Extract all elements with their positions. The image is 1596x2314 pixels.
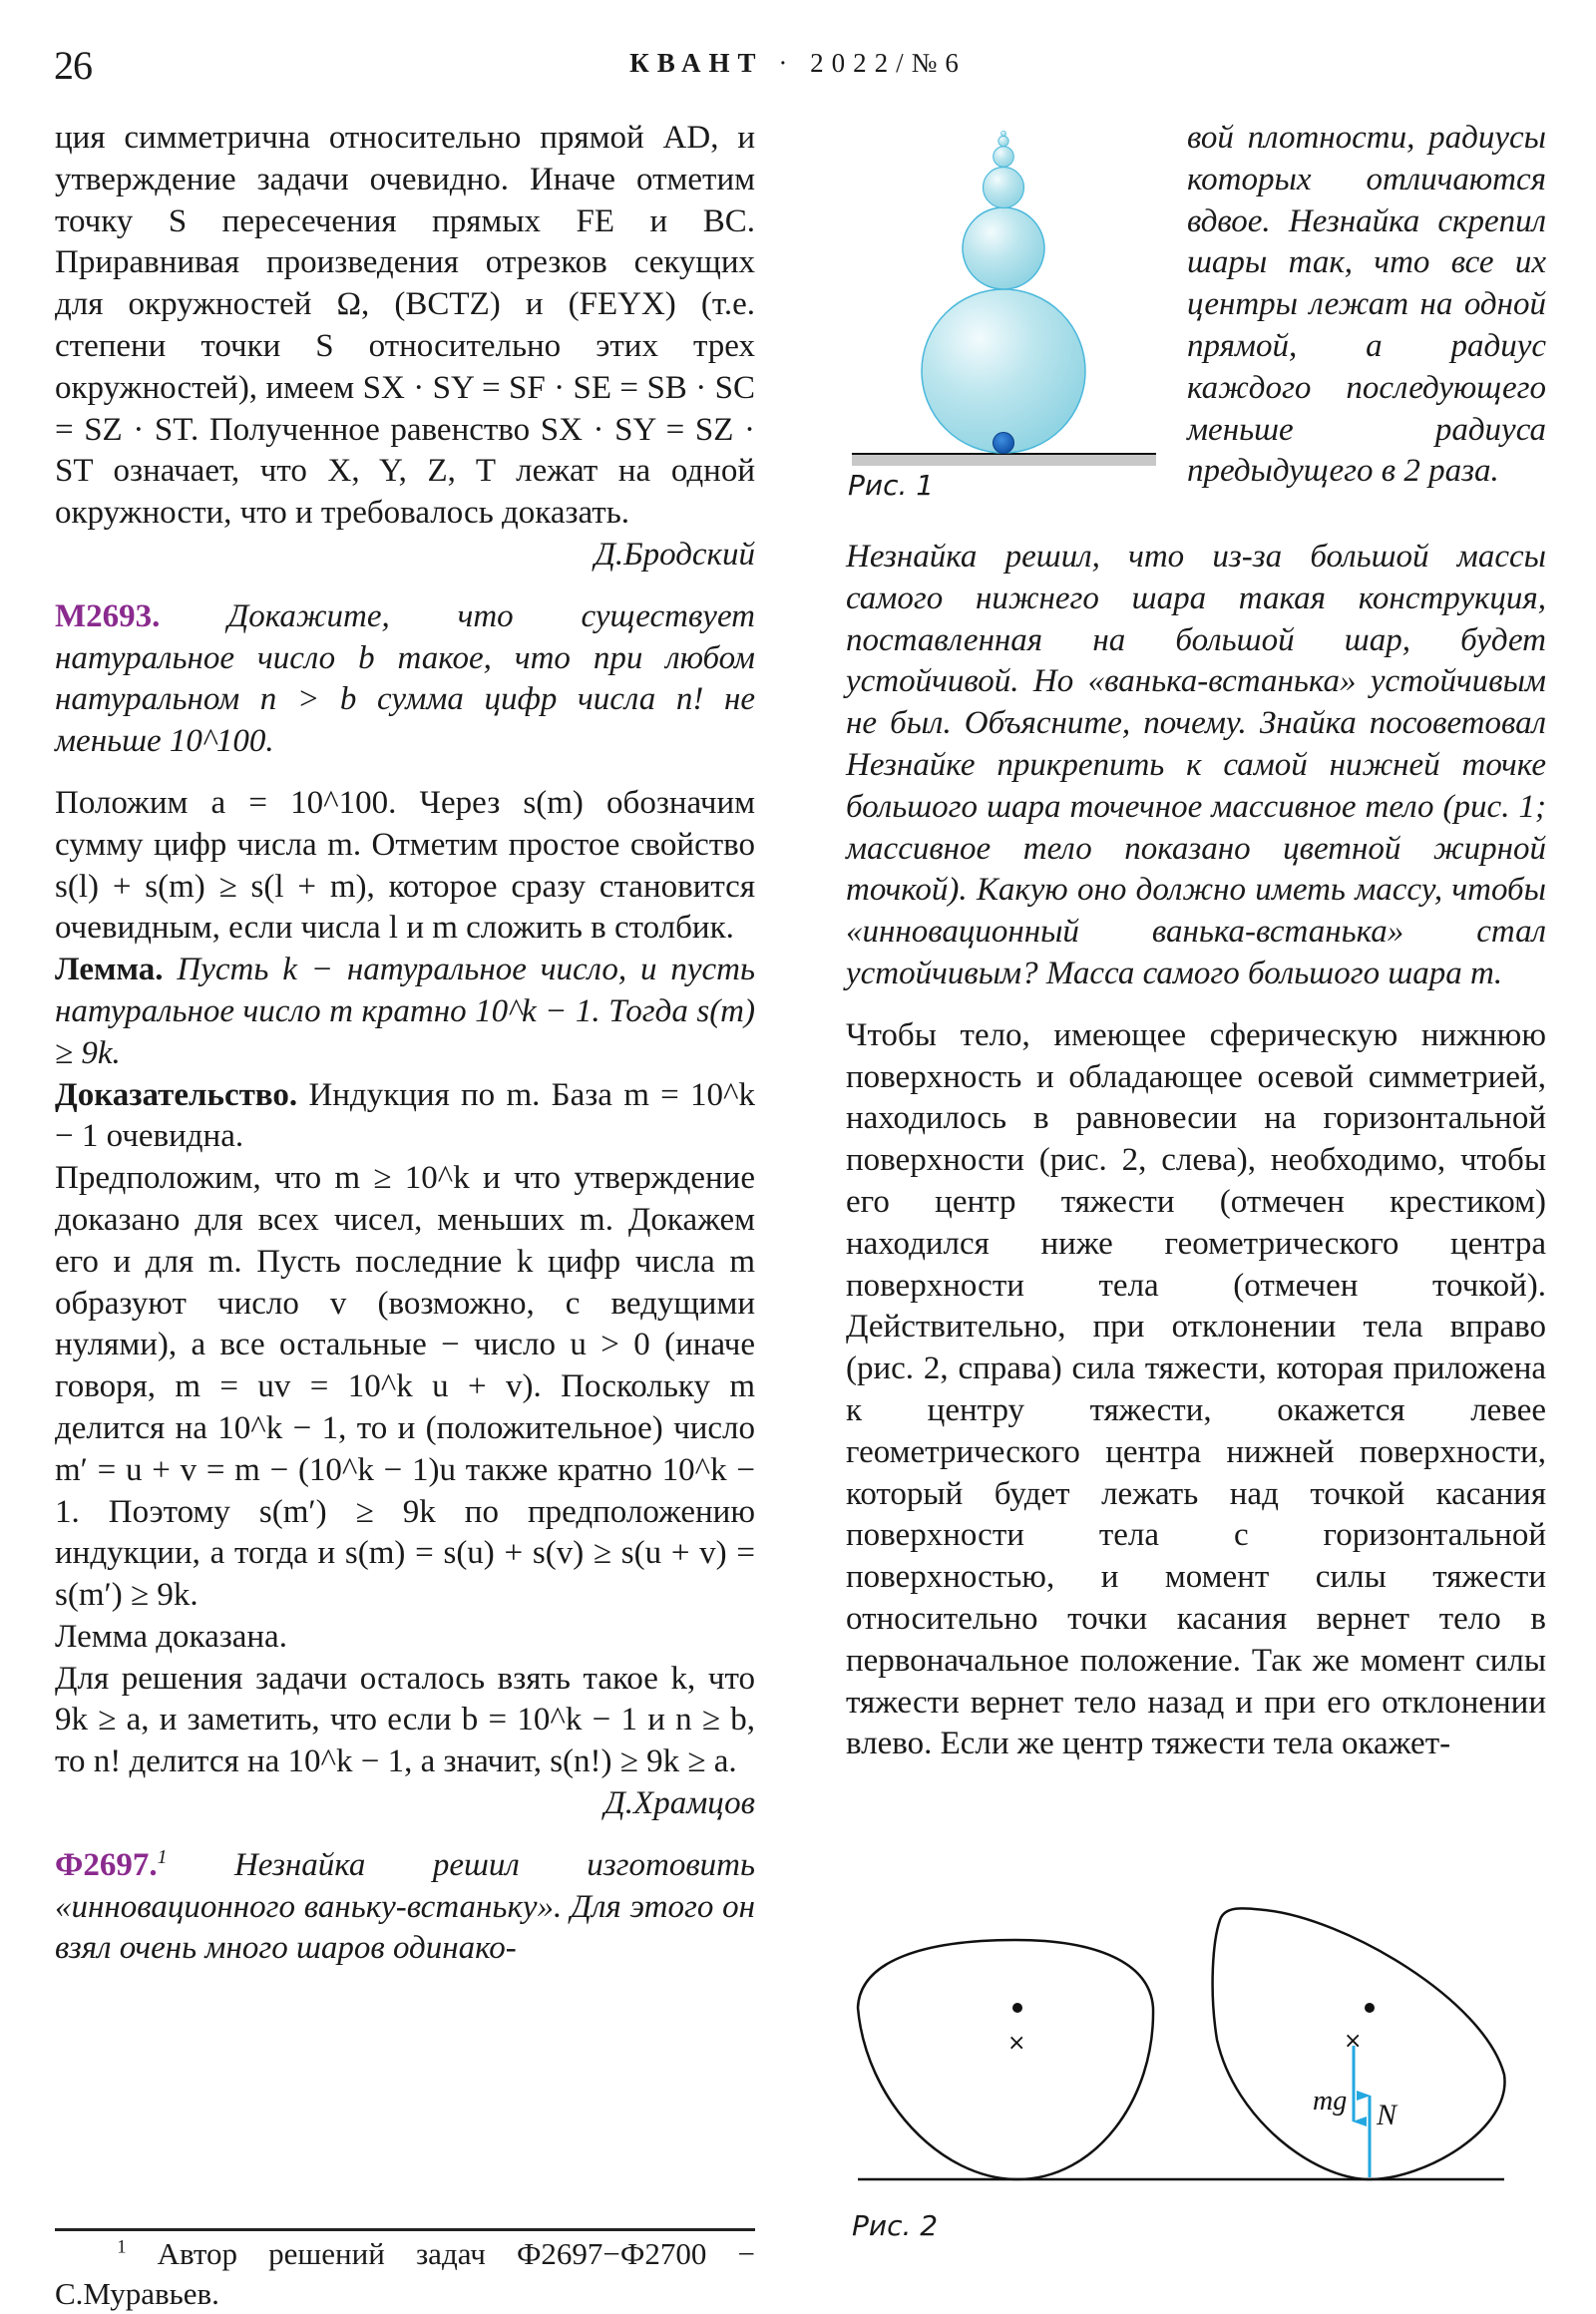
problem-statement: Незнайка решил изготовить «инновационного ваньку-встаньку». Для этого он взял очень много шаров одинако- [55, 1846, 755, 1967]
footnote-ref[interactable]: 1 [157, 1845, 168, 1868]
paragraph: Предположим, что m ≥ 10^k и что утверждение доказано для всех чисел, меньших m. Докажем его и для m. Пусть последние k цифр числа m образуют число v (возможно, с ведущими нулями), а все остальные − число u > 0 (иначе говоря, m = uv = 10^k u + v). Поскольку m делится на 10^k − 1, то и (положительное) число m′ = u + v = m − (10^k − 1)u также кратно 10^k − 1. Поэтому s(m′) ≥ 9k по предположению индукции, а тогда и s(m) = s(u) + s(v) ≥ s(u + v) = s(m′) ≥ 9k. [55, 1160, 755, 1614]
page-number: 26 [54, 43, 92, 88]
sphere-6 [1000, 131, 1005, 136]
figure-2 [846, 1900, 1546, 2242]
problem-continuation: Незнайка решил, что из-за большой массы самого нижнего шара такая конструкция, поставленная на большой шар, будет устойчивой. Но «ванька-встанька» устойчивым не был. Объясните, почему. Знайка посоветовал Незнайке прикрепить к самой нижней точке большого шара точечное массивное тело (рис. 1; массивное тело показано цветной жирной точкой). Какую оно должно иметь массу, чтобы «инновационный ванька-встанька» стал устойчивым? Масса самого большого шара m. [846, 539, 1546, 991]
left-column [55, 118, 755, 1970]
problem-label: М2693. [55, 597, 161, 634]
proof-text: Индукция по m. База m = 10^k − 1 очевидна. [55, 1076, 756, 1155]
label-n: N [1377, 2099, 1397, 2131]
right-column [846, 537, 1546, 1765]
figure-caption: Рис. 1 [848, 469, 935, 502]
lemma [55, 950, 755, 1074]
issue-number: 2022/№6 [810, 48, 967, 78]
footnote-mark: 1 [117, 2236, 127, 2258]
paragraph: Лемма доказана. [55, 1618, 287, 1655]
balance-diagram [846, 1900, 1546, 2199]
lemma-text: Пусть k − натуральное число, и пусть натуральное число m кратно 10^k − 1. Тогда s(m) ≥ 9k. [55, 952, 755, 1071]
lemma-label: Лемма. [55, 952, 164, 988]
body-upright [858, 1940, 1153, 2179]
figure-caption: Рис. 2 [852, 2209, 939, 2242]
label-mg: mg [1313, 2086, 1348, 2117]
sphere-5 [998, 136, 1008, 146]
header-separator: · [778, 48, 796, 78]
running-header [0, 48, 1596, 79]
geometric-center-dot [1365, 2003, 1375, 2013]
author-signature: Д.Бродский [594, 536, 755, 573]
sphere-1 [922, 289, 1085, 453]
paragraph: вой плотности, радиусы которых отличаются вдвое. Незнайка скрепил шары так, что все их центры лежат на одной прямой, а радиус каждого последующего меньше радиуса предыдущего в 2 раза. [1187, 120, 1546, 490]
problem-label: Ф2697. [55, 1846, 158, 1883]
problem-statement: Докажите, что существует натуральное число b такое, что при любом натуральном n > b сумма цифр числа n! не меньше 10^100. [55, 597, 755, 760]
problem-f2697 [55, 1845, 755, 1970]
footnote-divider [55, 2228, 755, 2231]
sphere-4 [994, 147, 1014, 168]
paragraph: ция симметрична относительно прямой AD, и утверждение задачи очевидно. Иначе отметим точку S пересечения прямых FE и BC. Приравнивая произведения отрезков секущих для окружностей Ω, (BCTZ) и (FEYX) (т.е. степени точки S относительно этих трех окружностей), имеем SX · SY = SF · SE = SB · SC = SZ · ST. Полученное равенство SX · SY = SZ · ST означает, что X, Y, Z, T лежат на одной окружности, что и требовалось доказать. [55, 120, 755, 532]
journal-name: КВАНТ [629, 48, 764, 78]
footnote [55, 2234, 755, 2314]
solution-text: Чтобы тело, имеющее сферическую нижнюю поверхность и обладающее осевой симметрией, находилось в равновесии на горизонтальной поверхности (рис. 2, слева), необходимо, чтобы его центр тяжести (отмечен крестиком) находился ниже геометрического центра поверхности тела (отмечен точкой). Действительно, при отклонении тела вправо (рис. 2, справа) сила тяжести, которая приложена к центру тяжести, окажется левее геометрического центра нижней поверхности, который будет лежать над точкой касания поверхности тела с горизонтальной поверхностью, и момент силы тяжести относительно точки касания вернет тело в первоначальное положение. Так же момент силы тяжести вернет тело назад и при его отклонении влево. Если же центр тяжести тела окажет- [846, 1016, 1546, 1762]
stacked-spheres-illustration [846, 118, 1165, 517]
problem-m2693 [55, 596, 755, 763]
sphere-2 [963, 207, 1044, 289]
paragraph: Положим a = 10^100. Через s(m) обозначим сумму цифр числа m. Отметим простое свойство s(l) + s(m) ≥ s(l + m), которое сразу становится очевидным, если числа l и m сложить в столбик. [55, 784, 755, 947]
figure-1 [846, 118, 1165, 517]
center-of-mass-cross: × [1007, 2031, 1026, 2056]
geometric-center-dot [1012, 2003, 1022, 2013]
footnote-text: Автор решений задач Ф2697−Ф2700 − С.Муравьев. [55, 2236, 756, 2311]
center-of-mass-cross: × [1344, 2029, 1363, 2054]
paragraph: Для решения задачи осталось взять такое k, что 9k ≥ a, и заметить, что если b = 10^k − 1 и n ≥ b, то n! делится на 10^k − 1, а значит, s(n!) ≥ 9k ≥ a. [55, 1660, 755, 1780]
proof [55, 1075, 755, 1159]
author-signature: Д.Храмцов [603, 1785, 755, 1822]
text-beside-figure [1187, 118, 1546, 493]
ground-shadow [852, 454, 1156, 466]
sphere-3 [984, 168, 1024, 208]
proof-label: Доказательство. [55, 1076, 298, 1113]
massive-point-body [994, 433, 1014, 454]
